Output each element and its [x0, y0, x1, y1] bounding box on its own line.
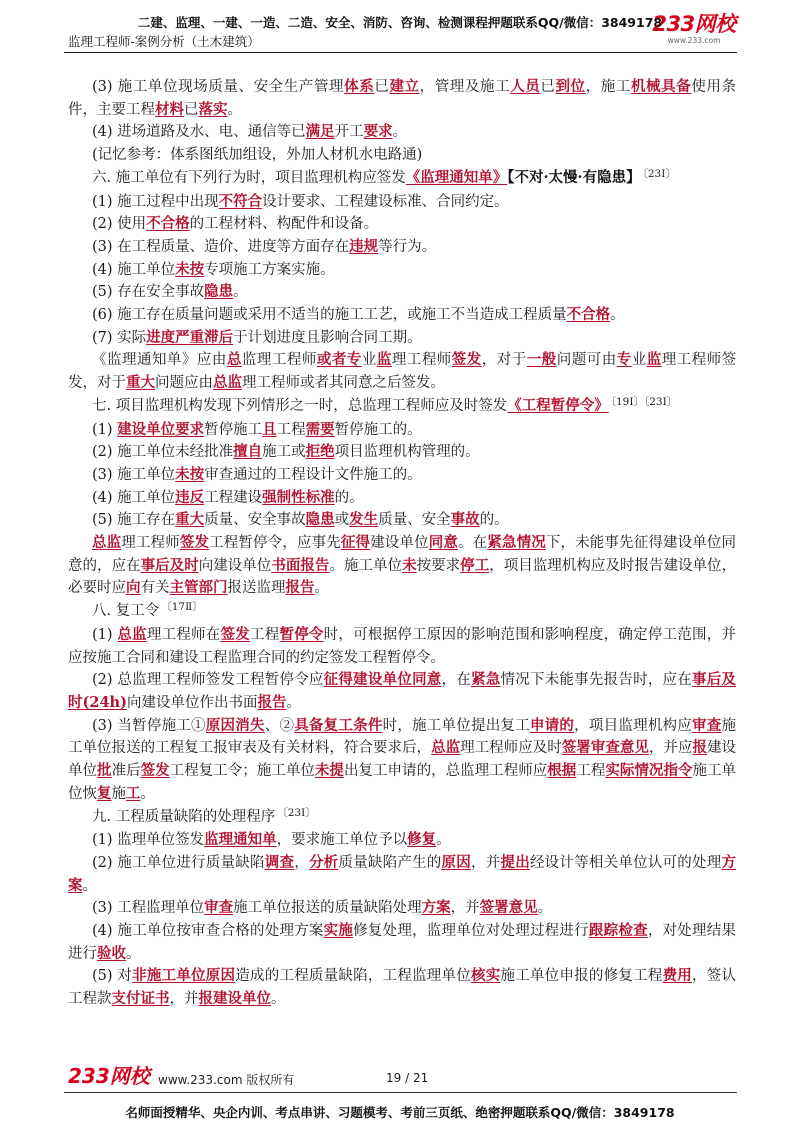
key-term: 同意	[428, 534, 459, 552]
text-run: 修复处理，监理单位对处理过程进行	[353, 923, 589, 940]
key-term: 签发	[220, 625, 250, 643]
list-item	[68, 487, 736, 510]
text-run: 《监理通知单》应由	[92, 352, 227, 369]
text-run: ，并应	[648, 740, 693, 757]
key-term: 跟踪检查	[588, 922, 648, 940]
text-run: 有关	[140, 580, 170, 597]
text-run: 向建设单位	[198, 557, 272, 574]
list-item	[68, 304, 736, 327]
text-run: 。	[271, 991, 286, 1008]
key-term: 违反	[175, 488, 205, 506]
list-item	[68, 213, 736, 236]
list-item	[68, 236, 736, 259]
text-run: (5) 对	[92, 968, 133, 985]
key-term: 方案	[421, 899, 451, 917]
text-run: 业	[361, 352, 377, 369]
text-run: 施	[111, 785, 126, 802]
key-term: 满足	[305, 123, 335, 141]
list-item	[68, 965, 736, 1010]
text-run: 工程复工令；施工单位	[169, 763, 315, 780]
key-term: 到位	[555, 78, 586, 95]
key-term: 事故	[450, 511, 480, 529]
text-run: 。	[82, 877, 97, 894]
text-run: ，并	[169, 991, 199, 1008]
key-term: 监	[646, 351, 662, 369]
text-run: ，	[294, 854, 309, 871]
key-term: 或者	[316, 351, 347, 369]
text-run: 或	[334, 512, 350, 529]
citation-tag: 〔23Ⅰ〕	[277, 806, 316, 819]
text-run: (3) 施工单位	[92, 466, 176, 483]
list-item	[68, 191, 736, 214]
text-run: 、②	[264, 717, 295, 734]
text-run: 建设单位	[68, 740, 737, 780]
text-run: ，对处理结果进行	[68, 923, 736, 962]
key-term: 进度严重滞后	[146, 328, 234, 346]
key-term: 支付证书	[111, 990, 170, 1008]
list-item	[68, 327, 736, 350]
text-run: 。	[227, 101, 242, 118]
text-run: (4) 施工单位按审查合格的处理方案	[92, 923, 324, 940]
text-run: 。	[286, 694, 301, 711]
key-term: 实际情况指令	[605, 762, 693, 780]
key-term: 紧急情况	[487, 534, 546, 552]
text-run: ，在	[441, 672, 472, 689]
key-term: 要求	[363, 123, 393, 141]
key-term: 工	[126, 784, 141, 802]
key-term: 费用	[662, 967, 693, 985]
text-run: (4) 施工单位	[92, 261, 176, 278]
key-term: 重大	[126, 374, 155, 392]
text-run: 的。	[334, 489, 364, 506]
key-term: 体系	[344, 78, 375, 95]
key-term: 擅自	[233, 443, 263, 461]
key-term: 不合格	[566, 306, 611, 324]
text-run: (3) 当暂停施工①	[92, 717, 206, 734]
text-run: ，要求施工单位予以	[276, 832, 408, 849]
key-term: 一般	[526, 351, 557, 369]
text-run: 质量缺陷产生的	[338, 854, 442, 871]
page-number: 19 / 21	[386, 1071, 429, 1085]
text-run: 施工单位报送的质量缺陷处理	[233, 900, 422, 917]
key-term: 需要	[305, 420, 335, 438]
text-run: 使用条件，主要工程	[68, 79, 736, 118]
text-run: ，项目监理机构应	[574, 717, 693, 734]
key-term: 紧急	[471, 671, 501, 689]
key-term: 专	[616, 351, 632, 369]
list-item	[68, 897, 736, 920]
text-run: 。施工单位	[329, 557, 403, 574]
text-run: (5) 存在安全事故	[92, 284, 205, 301]
key-term: 签署审查意见	[561, 739, 649, 757]
key-term: 签发	[451, 351, 482, 369]
text-run: 工程	[576, 763, 606, 780]
text-run: 业	[631, 352, 647, 369]
document-body	[68, 76, 736, 1011]
list-item	[68, 419, 736, 442]
key-term: 提出	[500, 853, 530, 871]
text-run: 情况下未能事先报告时，应在	[500, 672, 693, 689]
key-term: 拒绝	[305, 443, 335, 461]
text-run: 。	[610, 307, 625, 324]
key-term: 签发	[179, 534, 210, 552]
citation-tag: 〔23Ⅰ〕	[642, 167, 676, 180]
key-term: 总	[226, 351, 242, 369]
key-term: 监	[376, 351, 392, 369]
text-run: (4) 施工单位	[92, 489, 176, 506]
text-run: 施工单位申报的修复工程	[500, 968, 663, 985]
text-run: (3) 施工单位现场质量、安全生产管理	[92, 79, 345, 95]
text-run: 项目监理机构管理的。	[334, 444, 480, 461]
citation-tag: 〔17Ⅱ〕	[161, 601, 203, 614]
text-run: (1) 施工过程中出现	[92, 193, 219, 210]
section-heading	[68, 167, 736, 191]
text-run: 报送监理	[227, 580, 286, 597]
text-run: 。	[126, 945, 141, 962]
key-term: 核实	[471, 967, 501, 985]
logo-wordmark: 233网校	[652, 12, 736, 36]
key-term: 专	[346, 351, 362, 369]
key-term: 分析	[308, 853, 339, 871]
text-run: 已	[184, 101, 199, 118]
text-run: 已	[540, 79, 556, 95]
text-run: 理工程师	[391, 352, 452, 369]
key-term: 未按	[175, 465, 205, 483]
key-term: 事后及时(24h)	[68, 671, 736, 711]
text-run: 问题可由	[556, 352, 617, 369]
key-term: 监理通知单	[204, 831, 277, 849]
list-item	[68, 829, 736, 852]
text-run: 施工单位恢	[68, 763, 737, 802]
text-run: ，管理及施工	[419, 79, 511, 95]
text-run: 向建设单位作出书面	[126, 694, 258, 711]
key-term: 批	[97, 762, 112, 780]
key-term: 未提	[314, 762, 344, 780]
key-term: 材料	[155, 100, 184, 118]
key-term: 发生	[349, 511, 379, 529]
text-run: (3) 在工程质量、造价、进度等方面存在	[92, 238, 350, 255]
text-run: 六. 施工单位有下列行为时，项目监理机构应签发	[92, 169, 406, 186]
document-title: 监理工程师-案例分析（土木建筑）	[68, 34, 260, 49]
text-run: 工程建设	[204, 489, 263, 506]
key-term: 违规	[349, 237, 379, 255]
key-term: 征得建设单位同意	[323, 671, 442, 689]
top-contact-banner: 二建、监理、一建、一造、二造、安全、消防、咨询、检测课程押题联系QQ/微信：3849178	[137, 15, 663, 30]
key-term: 未	[402, 556, 417, 574]
key-term: 不符合	[218, 192, 263, 210]
text-run: ，并	[450, 900, 480, 917]
text-run: 准后	[111, 763, 141, 780]
key-term: 机械具备	[630, 78, 692, 95]
text-run: (1)	[92, 421, 118, 438]
list-item	[68, 464, 736, 487]
text-run: ，对于	[481, 352, 527, 369]
key-term: 审查	[692, 716, 722, 734]
key-term: 隐患	[204, 283, 234, 301]
text-run: (5) 施工存在	[92, 512, 176, 529]
text-run: 按要求	[416, 557, 461, 574]
text-run: 质量、安全事故	[204, 512, 306, 529]
text-run: (记忆参考：体系图纸加组设，外加人材机水电路通)	[92, 147, 423, 164]
key-term: 强制性标准	[262, 488, 335, 506]
text-run: 问题应由	[155, 375, 213, 392]
list-item	[68, 281, 736, 304]
header-divider	[64, 52, 737, 53]
text-run: 八. 复工令	[92, 603, 160, 620]
key-term: 原因	[441, 853, 472, 871]
text-run: 。	[314, 580, 329, 597]
list-item	[68, 669, 736, 714]
text-run: 造成的工程质量缺陷，工程监理单位	[235, 968, 472, 985]
key-term: 验收	[97, 944, 126, 962]
text-run: 。在	[458, 535, 488, 552]
key-term: 报告	[257, 693, 287, 711]
text-run: 审查通过的工程设计文件施工的。	[204, 466, 422, 483]
key-term: 报建设单位	[198, 990, 271, 1008]
text-run: 的工程材料、构配件和设备。	[189, 216, 379, 233]
text-run: ，项目监理机构应及时报告建设单位，必要时应	[68, 557, 737, 597]
key-term: 总监	[213, 374, 242, 392]
key-term: 且	[262, 420, 277, 438]
text-run: 。	[140, 785, 155, 802]
key-term: 重大	[175, 511, 205, 529]
list-item	[68, 259, 736, 282]
section-heading	[68, 806, 736, 830]
key-term: 非施工单位原因	[132, 967, 236, 985]
key-term: 暂停令	[279, 625, 324, 643]
text-run: 开工	[334, 124, 364, 141]
text-run: 专项施工方案实施。	[204, 261, 335, 278]
key-term: 主管部门	[169, 579, 228, 597]
text-run: 理工程师应及时	[460, 740, 562, 757]
text-run: 理工程师在	[146, 626, 221, 643]
text-run: 监理工程师	[241, 352, 317, 369]
text-run: 工程	[250, 626, 280, 643]
text-run: ，并	[471, 854, 501, 871]
text-run: 已	[374, 79, 390, 95]
text-run: 暂停施工的。	[334, 421, 422, 438]
text-run: (2) 施工单位未经批准	[92, 444, 234, 461]
key-term: 停工	[460, 556, 490, 574]
text-run: 施工或	[262, 444, 306, 461]
text-run: 工程暂停令，应事先	[209, 535, 341, 552]
bottom-contact-banner: 名师面授精华、央企内训、考点串讲、习题模考、考前三页纸、绝密押题联系QQ/微信：3849178	[125, 1105, 675, 1120]
key-term: 报	[692, 739, 708, 757]
key-term: 签发	[140, 762, 170, 780]
key-term: 报告	[285, 579, 315, 597]
text-run: (2) 总监理工程师签发工程暂停令应	[92, 672, 324, 689]
footer-divider	[64, 1092, 737, 1093]
copyright-text: www.233.com 版权所有	[158, 1073, 295, 1087]
key-term: 未按	[175, 260, 205, 278]
text-run: 施工单位报送的工程复工报审表及有关材料，符合要求后，	[68, 717, 736, 757]
text-run: 。	[537, 900, 553, 917]
text-run: (2) 使用	[92, 216, 147, 233]
text-run: 工程	[276, 421, 306, 438]
text-run: 暂停施工	[204, 421, 263, 438]
text-run: 。	[392, 124, 408, 141]
text-run: (2) 施工单位进行质量缺陷	[92, 854, 265, 871]
footer-logo[interactable]: 233网校	[68, 1064, 150, 1088]
key-term: 人员	[510, 78, 541, 95]
list-item	[68, 121, 736, 144]
key-term: 调查	[264, 853, 295, 871]
list-item	[68, 441, 736, 464]
list-item	[68, 715, 736, 806]
key-term: 申请的	[529, 716, 575, 734]
text-run: 理工程师或者其同意之后签发。	[242, 375, 445, 392]
text-run: 于计划进度且影响合同工期。	[233, 329, 422, 346]
paragraph	[68, 144, 736, 167]
text-run: 理工程师签发，对于	[68, 352, 737, 392]
key-term: 建立	[389, 78, 420, 95]
text-run: 。	[233, 284, 248, 301]
key-term: 书面报告	[271, 556, 330, 574]
logo-url: www.233.com	[667, 36, 721, 45]
key-term: 隐患	[305, 511, 335, 529]
text-run: 设计要求、工程建设标准、合同约定。	[262, 193, 509, 210]
key-term: 总监	[431, 739, 461, 757]
key-term: 实施	[323, 922, 354, 940]
text-run: 出复工申请的，总监理工程师应	[343, 763, 548, 780]
text-run: ，施工	[585, 79, 631, 95]
citation-tag: 〔19Ⅰ〕〔23Ⅰ〕	[610, 395, 678, 408]
text-run: 质量、安全	[378, 512, 451, 529]
text-run: (6) 施工存在质量问题或采用不适当的施工工艺，或施工不当造成工程质量	[92, 307, 567, 324]
text-run: 建设单位	[370, 535, 429, 552]
text-run: 九. 工程质量缺陷的处理程序	[92, 808, 276, 825]
text-run: 下，未能事先征得建设单位同意的，应在	[68, 535, 737, 574]
key-term: 总监	[117, 625, 147, 643]
text-run: 。	[436, 832, 451, 849]
text-run: 的。	[479, 512, 509, 529]
key-term: 复	[97, 784, 112, 802]
text-run: 时，施工单位提出复工	[382, 717, 530, 734]
list-item	[68, 624, 736, 669]
key-term: 事后及时	[140, 556, 199, 574]
key-term: 原因消失	[205, 716, 265, 734]
list-item	[68, 76, 736, 121]
key-term: 签署意见	[479, 899, 538, 917]
key-term: 具备复工条件	[294, 716, 383, 734]
text-run: 七. 项目监理机构发现下列情形之一时，总监理工程师应及时签发	[92, 397, 508, 414]
text-run: (1) 监理单位签发	[92, 832, 205, 849]
key-term: 向	[126, 579, 141, 597]
paragraph	[68, 349, 736, 394]
key-term: 征得	[340, 534, 371, 552]
key-term: 落实	[198, 100, 228, 118]
text-run: 理工程师	[121, 535, 180, 552]
text-run: 时，可根据停工原因的影响范围和影响程度，确定停工范围，并应按施工合同和建设工程监理合同的约定签发工程暂停令。	[68, 626, 736, 666]
list-item	[68, 852, 736, 897]
text-run: ，签认工程款	[68, 968, 736, 1008]
text-run: 等行为。	[378, 238, 437, 255]
key-term: 《工程暂停令》	[507, 396, 609, 414]
section-heading	[68, 600, 736, 624]
paragraph	[68, 532, 736, 600]
key-term: 审查	[204, 899, 234, 917]
text-run: (3) 工程监理单位	[92, 900, 205, 917]
key-term: 方案	[68, 853, 736, 894]
list-item	[68, 920, 736, 965]
text-run: (4) 进场道路及水、电、通信等已	[92, 124, 306, 141]
key-term: 总监	[92, 534, 122, 552]
key-term: 修复	[407, 831, 437, 849]
key-term: 不合格	[146, 215, 190, 233]
text-run: (7) 实际	[92, 329, 147, 346]
text-run: 经设计等相关单位认可的处理	[529, 854, 722, 871]
list-item	[68, 509, 736, 532]
key-term: 《监理通知单》	[405, 168, 508, 186]
text-run: (1)	[92, 626, 118, 643]
section-heading	[68, 395, 736, 419]
key-term: 建设单位要求	[117, 420, 205, 438]
key-term: 根据	[547, 762, 577, 780]
emphasis-tag: 【不对·太慢·有隐患】	[507, 168, 641, 186]
